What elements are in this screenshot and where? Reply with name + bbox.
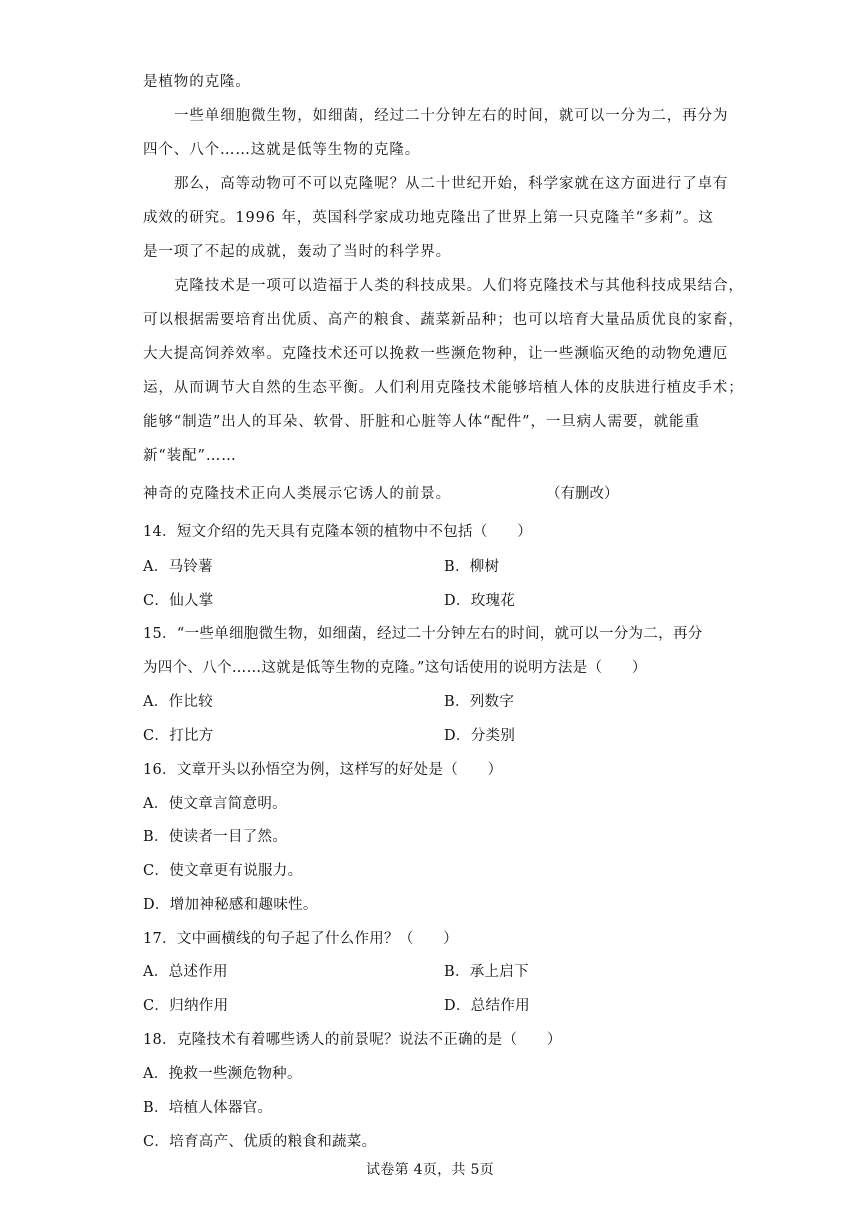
option-d: D．增加神秘感和趣味性。 bbox=[143, 897, 318, 913]
passage-line: 成效的研究。1996 年，英国科学家成功地克隆出了世界上第一只克隆羊“多莉”。这 bbox=[143, 210, 714, 226]
passage-line: 能够“制造”出人的耳朵、软骨、肝脏和心脏等人体“配件”，一旦病人需要，就能重 bbox=[143, 414, 700, 430]
question-stem: 为四个、八个……这就是低等生物的克隆。”这句话使用的说明方法是（ ） bbox=[143, 660, 647, 676]
option-c: C．使文章更有说服力。 bbox=[143, 863, 303, 879]
option-c: C．仙人掌 bbox=[143, 593, 214, 609]
passage-line: 一些单细胞微生物，如细菌，经过二十分钟左右的时间，就可以一分为二，再分为 bbox=[174, 108, 729, 124]
question-stem: 16．文章开头以孙悟空为例，这样写的好处是（ ） bbox=[143, 762, 503, 778]
option-b: B．列数字 bbox=[444, 694, 515, 710]
option-d: D．玫瑰花 bbox=[444, 593, 516, 609]
passage-line: 克隆技术是一项可以造福于人类的科技成果。人们将克隆技术与其他科技成果结合， bbox=[174, 278, 744, 294]
passage-line: 新“装配”…… bbox=[143, 448, 237, 464]
option-c: C．培育高产、优质的粮食和蔬菜。 bbox=[143, 1134, 377, 1150]
question-stem: 18．克隆技术有着哪些诱人的前景呢？说法不正确的是（ ） bbox=[143, 1032, 562, 1048]
option-b: B．承上启下 bbox=[444, 964, 529, 980]
option-d: D．总结作用 bbox=[444, 998, 530, 1014]
option-a: A．使文章言简意明。 bbox=[143, 796, 287, 812]
option-c: C．归纳作用 bbox=[143, 998, 229, 1014]
passage-line: 四个、八个……这就是低等生物的克隆。 bbox=[143, 142, 421, 158]
question-stem: 15．“一些单细胞微生物，如细菌，经过二十分钟左右的时间，就可以一分为二，再分 bbox=[143, 626, 703, 642]
option-d: D．分类别 bbox=[444, 728, 516, 744]
passage-line: 可以根据需要培育出优质、高产的粮食、蔬菜新品种；也可以培育大量品质优良的家畜， bbox=[143, 312, 744, 328]
option-b: B．使读者一目了然。 bbox=[143, 829, 288, 845]
option-b: B．柳树 bbox=[444, 559, 500, 575]
passage-line: 大大提高饲养效率。克隆技术还可以挽救一些濒危物种，让一些濒临灭绝的动物免遭厄 bbox=[143, 346, 729, 362]
passage-line: 运，从而调节大自然的生态平衡。人们利用克隆技术能够培植人体的皮肤进行植皮手术； bbox=[143, 380, 744, 396]
passage-line: 是植物的克隆。 bbox=[143, 74, 251, 90]
option-a: A．马铃薯 bbox=[143, 559, 213, 575]
option-a: A．挽救一些濒危物种。 bbox=[143, 1066, 302, 1082]
passage-line: 是一项了不起的成就，轰动了当时的科学界。 bbox=[143, 244, 451, 260]
option-b: B．培植人体器官。 bbox=[143, 1100, 273, 1116]
passage-line: 神奇的克隆技术正向人类展示它诱人的前景。 bbox=[143, 486, 451, 502]
question-stem: 17．文中画横线的句子起了什么作用？（ ） bbox=[143, 931, 459, 947]
option-a: A．总述作用 bbox=[143, 964, 228, 980]
source-note: （有删改） bbox=[546, 486, 619, 502]
question-stem: 14．短文介绍的先天具有克隆本领的植物中不包括（ ） bbox=[143, 524, 533, 540]
option-c: C．打比方 bbox=[143, 728, 214, 744]
option-a: A．作比较 bbox=[143, 694, 213, 710]
passage-line: 那么，高等动物可不可以克隆呢？从二十世纪开始，科学家就在这方面进行了卓有 bbox=[174, 176, 729, 192]
page-number: 试卷第 4页，共 5页 bbox=[365, 1162, 494, 1178]
